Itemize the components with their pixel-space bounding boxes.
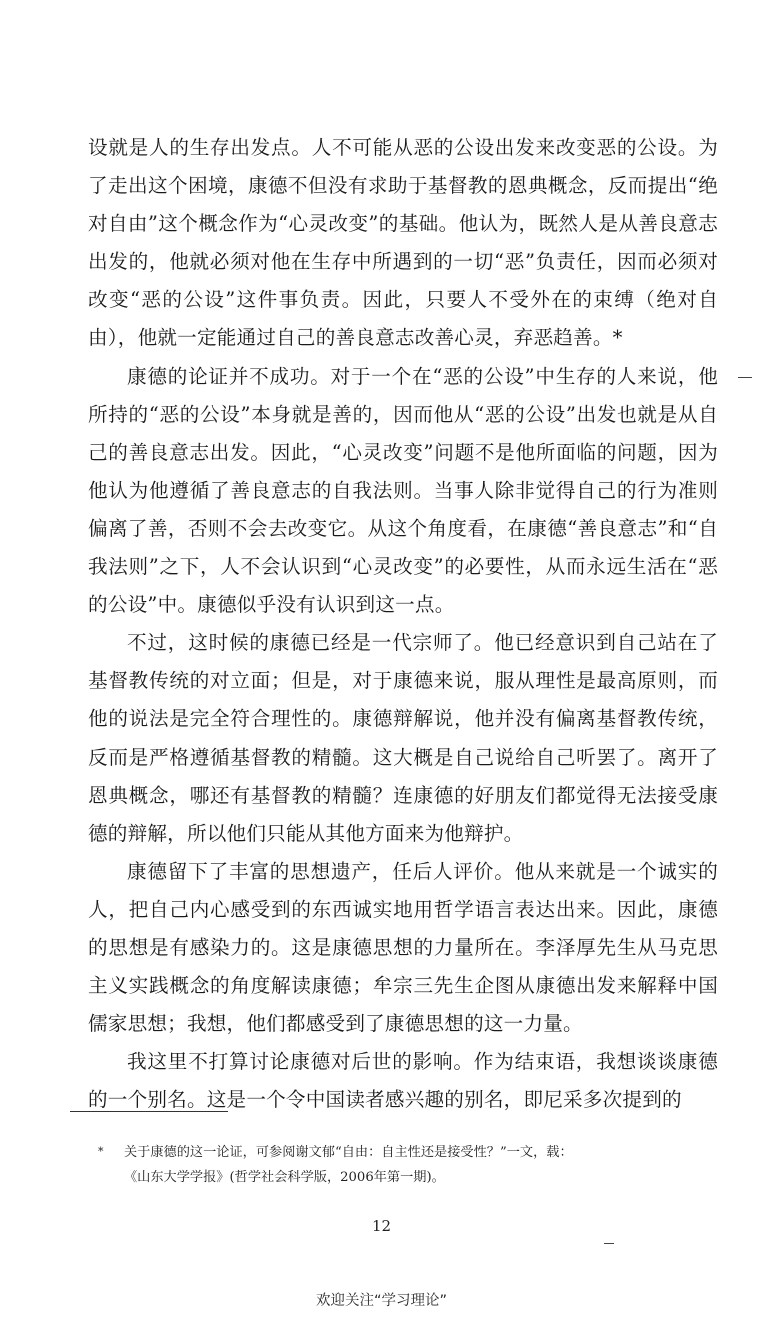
- watermark-text: 欢迎关注“学习理论”: [315, 1293, 448, 1309]
- footnote-line-2: 《山东大学学报》(哲学社会科学版，2006年第一期)。: [124, 1170, 445, 1185]
- footnote: [98, 1140, 702, 1190]
- scan-speck: [738, 377, 752, 378]
- paragraph-5: 我这里不打算讨论康德对后世的影响。作为结束语，我想谈谈康德的一个别名。这是一个令中国读者感兴趣的别名，即尼采多次提到的: [88, 1050, 718, 1112]
- page-number: 12: [371, 1217, 392, 1235]
- paragraph-4: 康德留下了丰富的思想遗产，任后人评价。他从来就是一个诚实的人，把自己内心感受到的东西诚实地用哲学语言表达出来。因此，康德的思想是有感染力的。这是康德思想的力量所在。李泽厚先生从马克思主义实践概念的角度解读康德；牟宗三先生企图从康德出发来解释中国儒家思想；我想，他们都感受到了康德思想的这一力量。: [88, 859, 718, 1036]
- paragraph-3: 不过，这时候的康德已经是一代宗师了。他已经意识到自己站在了基督教传统的对立面；但是，对于康德来说，服从理性是最高原则，而他的说法是完全符合理性的。康德辩解说，他并没有偏离基督教传统，反而是严格遵循基督教的精髓。这大概是自己说给自己听罢了。离开了恩典概念，哪还有基督教的精髓？连康德的好朋友们都觉得无法接受康德的辩解，所以他们只能从其他方面来为他辩护。: [88, 631, 718, 845]
- main-text: [88, 129, 718, 1119]
- footnote-divider: [70, 1111, 228, 1112]
- paragraph-2: 康德的论证并不成功。对于一个在“恶的公设”中生存的人来说，他所持的“恶的公设”本身就是善的，因而他从“恶的公设”出发也就是从自己的善良意志出发。因此，“心灵改变”问题不是他所面临的问题，因为他认为他遵循了善良意志的自我法则。当事人除非觉得自己的行为准则偏离了善，否则不会去改变它。从这个角度看，在康德“善良意志”和“自我法则”之下，人不会认识到“心灵改变”的必要性，从而永远生活在“恶的公设”中。康德似乎没有认识到这一点。: [88, 364, 718, 617]
- scan-speck: [604, 1243, 614, 1244]
- paragraph-1: 设就是人的生存出发点。人不可能从恶的公设出发来改变恶的公设。为了走出这个困境，康德不但没有求助于基督教的恩典概念，反而提出“绝对自由”这个概念作为“心灵改变”的基础。他认为，既然人是从善良意志出发的，他就必须对他在生存中所遇到的一切“恶”负责任，因而必须对改变“恶的公设”这件事负责。因此，只要人不受外在的束缚（绝对自由），他就一定能通过自己的善良意志改善心灵，弃恶趋善。*: [88, 136, 718, 350]
- footnote-marker: *: [98, 1145, 104, 1158]
- footnote-line-1: 关于康德的这一论证，可参阅谢文郁“自由：自主性还是接受性？”一文，载：: [124, 1145, 573, 1160]
